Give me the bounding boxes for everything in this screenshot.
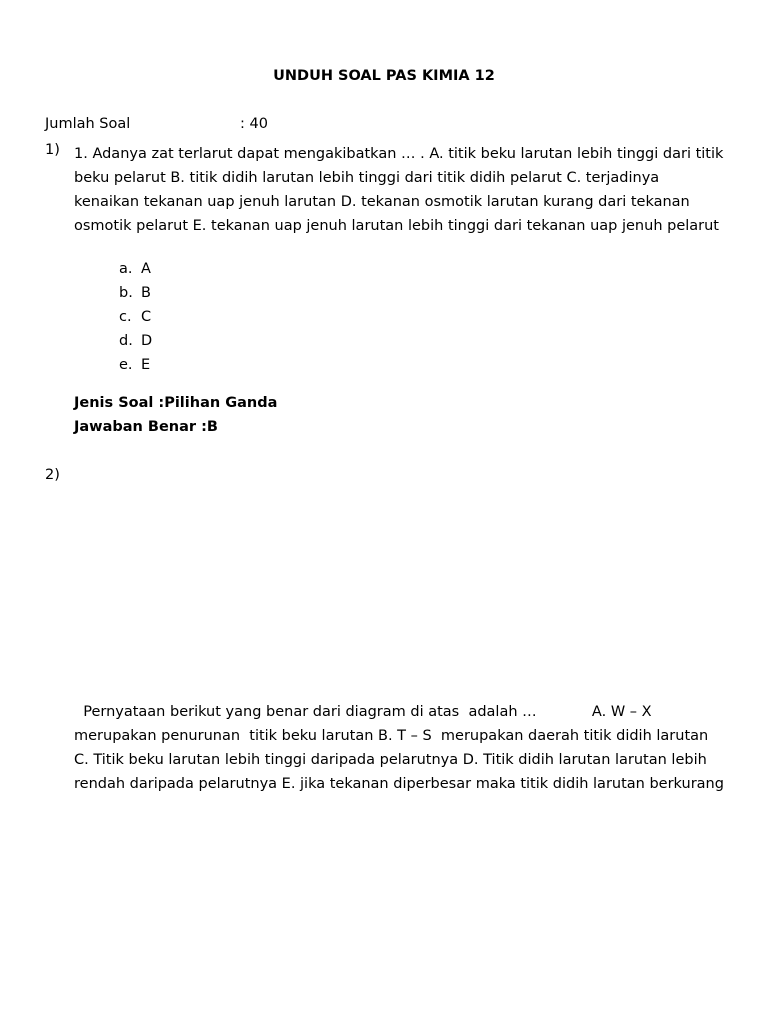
question-text: Pernyataan berikut yang benar dari diagram di atas adalah … A. W – X merupakan penurunan titik beku larutan B. T – S merupakan daerah titik didih larutan C. Titik beku larutan lebih tinggi daripada pelarutnya D. Titik didih larutan larutan lebih rendah daripada pelarutnya E. jika tekanan diperbesar maka titik didih larutan berkurang (74, 704, 724, 792)
option-letter: a. (119, 261, 133, 277)
option-list (74, 257, 725, 377)
option-a (119, 257, 725, 281)
option-b (119, 281, 725, 305)
question-count-label: Jumlah Soal (45, 116, 131, 132)
option-letter: c. (119, 309, 132, 325)
document-title: UNDUH SOAL PAS KIMIA 12 (273, 68, 495, 84)
question-count-value: : 40 (240, 116, 268, 132)
option-letter: e. (119, 357, 133, 373)
option-value: A (141, 261, 151, 277)
question-number: 1) (45, 142, 60, 158)
option-value: C (141, 309, 152, 325)
question-number: 2) (45, 467, 60, 483)
option-letter: b. (119, 285, 133, 301)
question-text: 1. Adanya zat terlarut dapat mengakibatkan … . A. titik beku larutan lebih tinggi dari titik beku pelarut B. titik didih larutan lebih tinggi dari titik didih pelarut C. terjadinya kenaikan tekanan uap jenuh larutan D. tekanan osmotik larutan kurang dari tekanan osmotik pelarut E. tekanan uap jenuh larutan lebih tinggi dari tekanan uap jenuh pelarut (74, 146, 724, 234)
question-type: Jenis Soal :Pilihan Ganda (74, 395, 278, 411)
question-count-line (45, 116, 725, 132)
option-value: B (141, 285, 151, 301)
option-e (119, 353, 725, 377)
option-c (119, 305, 725, 329)
option-letter: d. (119, 333, 133, 349)
option-d (119, 329, 725, 353)
option-value: D (141, 333, 153, 349)
correct-answer: Jawaban Benar :B (74, 419, 218, 435)
question-1 (45, 142, 725, 439)
diagram-placeholder (74, 495, 714, 690)
option-value: E (141, 357, 151, 373)
